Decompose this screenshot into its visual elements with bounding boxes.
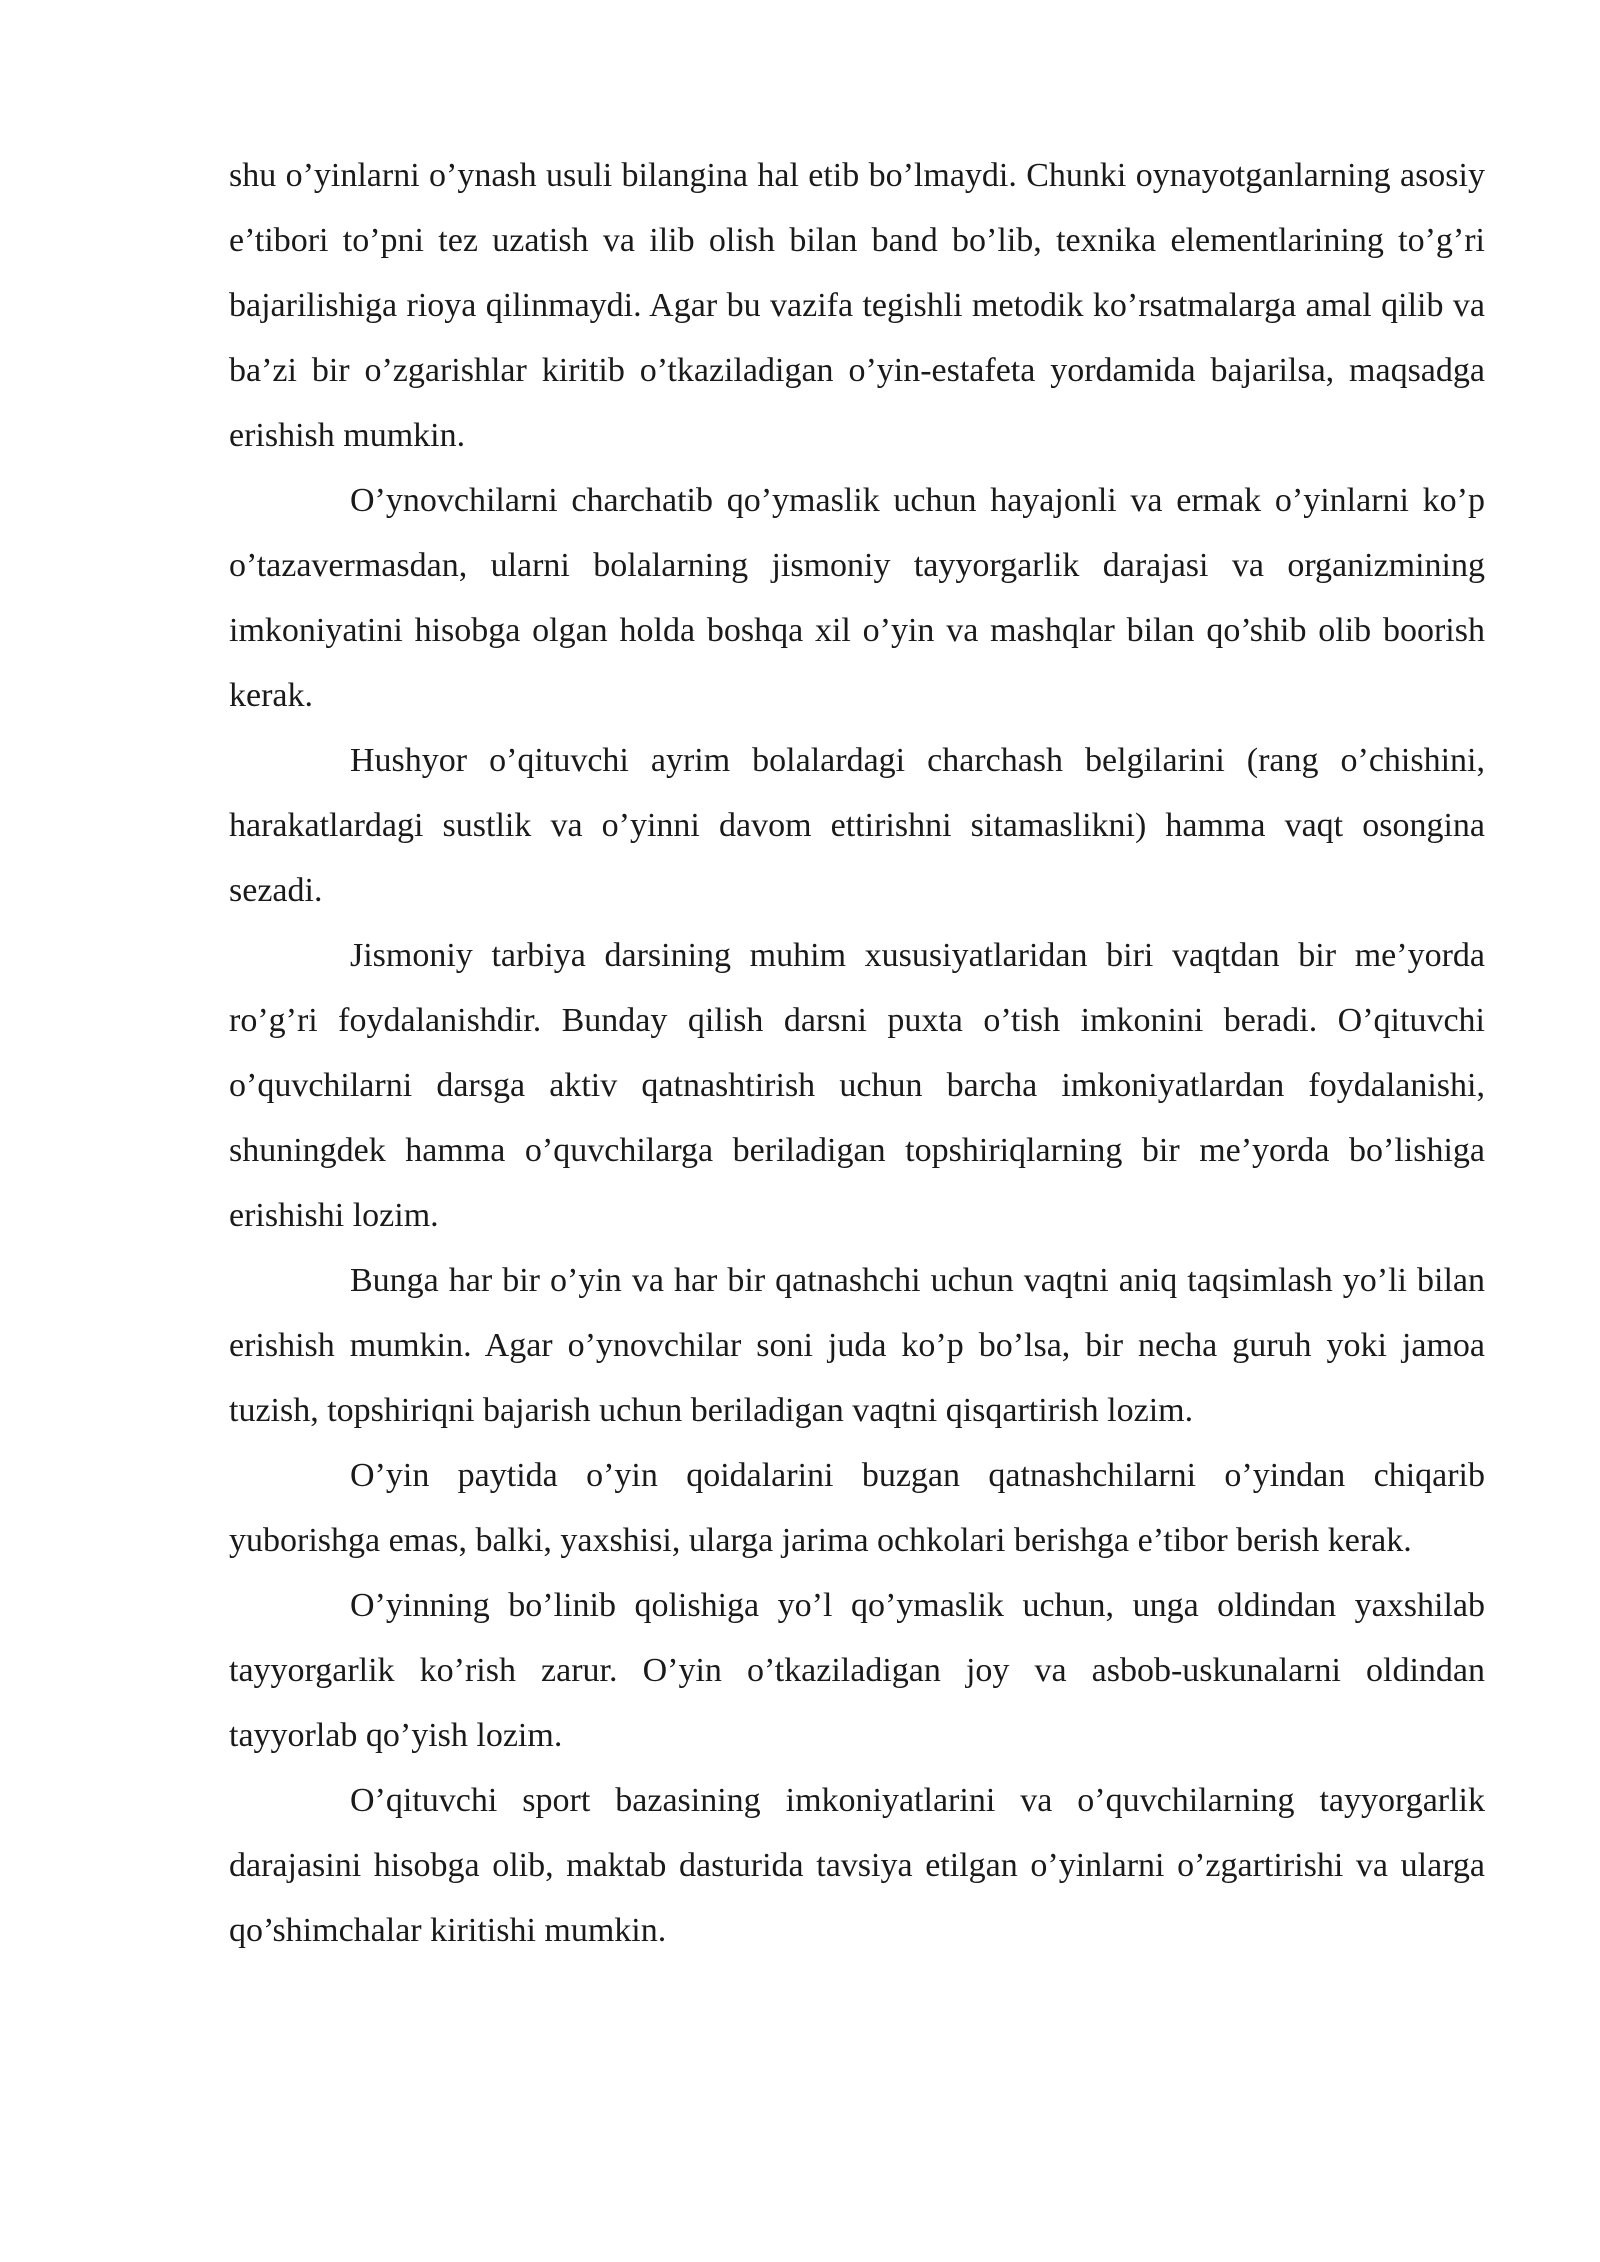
paragraph: O’yinning bo’linib qolishiga yo’l qo’ymaslik uchun, unga oldindan yaxshilab tayyorgarlik ko’rish zarur. O’yin o’tkaziladigan joy va asbob-uskunalarni oldindan tayyorlab qo’yish lozim.: [229, 1587, 1485, 1754]
body-text: [229, 143, 1485, 1963]
paragraph: O’qituvchi sport bazasining imkoniyatlarini va o’quvchilarning tayyorgarlik darajasini hisobga olib, maktab dasturida tavsiya etilgan o’yinlarni o’zgartirishi va ularga qo’shimchalar kiritishi mumkin.: [229, 1782, 1485, 1949]
paragraph: O’yin paytida o’yin qoidalarini buzgan qatnashchilarni o’yindan chiqarib yuborishga emas, balki, yaxshisi, ularga jarima ochkolari berishga e’tibor berish kerak.: [229, 1457, 1485, 1559]
paragraph: Hushyor o’qituvchi ayrim bolalardagi charchash belgilarini (rang o’chishini, harakatlardagi sustlik va o’yinni davom ettirishni sitamaslikni) hamma vaqt osongina sezadi.: [229, 742, 1485, 909]
paragraph: Jismoniy tarbiya darsining muhim xususiyatlaridan biri vaqtdan bir me’yorda ro’g’ri foydalanishdir. Bunday qilish darsni puxta o’tish imkonini beradi. O’qituvchi o’quvchilarni darsga aktiv qatnashtirish uchun barcha imkoniyatlardan foydalanishi, shuningdek hamma o’quvchilarga beriladigan topshiriqlarning bir me’yorda bo’lishiga erishishi lozim.: [229, 937, 1485, 1234]
paragraph: Bunga har bir o’yin va har bir qatnashchi uchun vaqtni aniq taqsimlash yo’li bilan erishish mumkin. Agar o’ynovchilar soni juda ko’p bo’lsa, bir necha guruh yoki jamoa tuzish, topshiriqni bajarish uchun beriladigan vaqtni qisqartirish lozim.: [229, 1262, 1485, 1429]
paragraph: O’ynovchilarni charchatib qo’ymaslik uchun hayajonli va ermak o’yinlarni ko’p o’tazavermasdan, ularni bolalarning jismoniy tayyorgarlik darajasi va organizmining imkoniyatini hisobga olgan holda boshqa xil o’yin va mashqlar bilan qo’shib olib boorish kerak.: [229, 482, 1485, 714]
paragraph: shu o’yinlarni o’ynash usuli bilangina hal etib bo’lmaydi. Chunki oynayotganlarning asosiy e’tibori to’pni tez uzatish va ilib olish bilan band bo’lib, texnika elementlarining to’g’ri bajarilishiga rioya qilinmaydi. Agar bu vazifa tegishli metodik ko’rsatmalarga amal qilib va ba’zi bir o’zgarishlar kiritib o’tkaziladigan o’yin-estafeta yordamida bajarilsa, maqsadga erishish mumkin.: [229, 157, 1485, 454]
